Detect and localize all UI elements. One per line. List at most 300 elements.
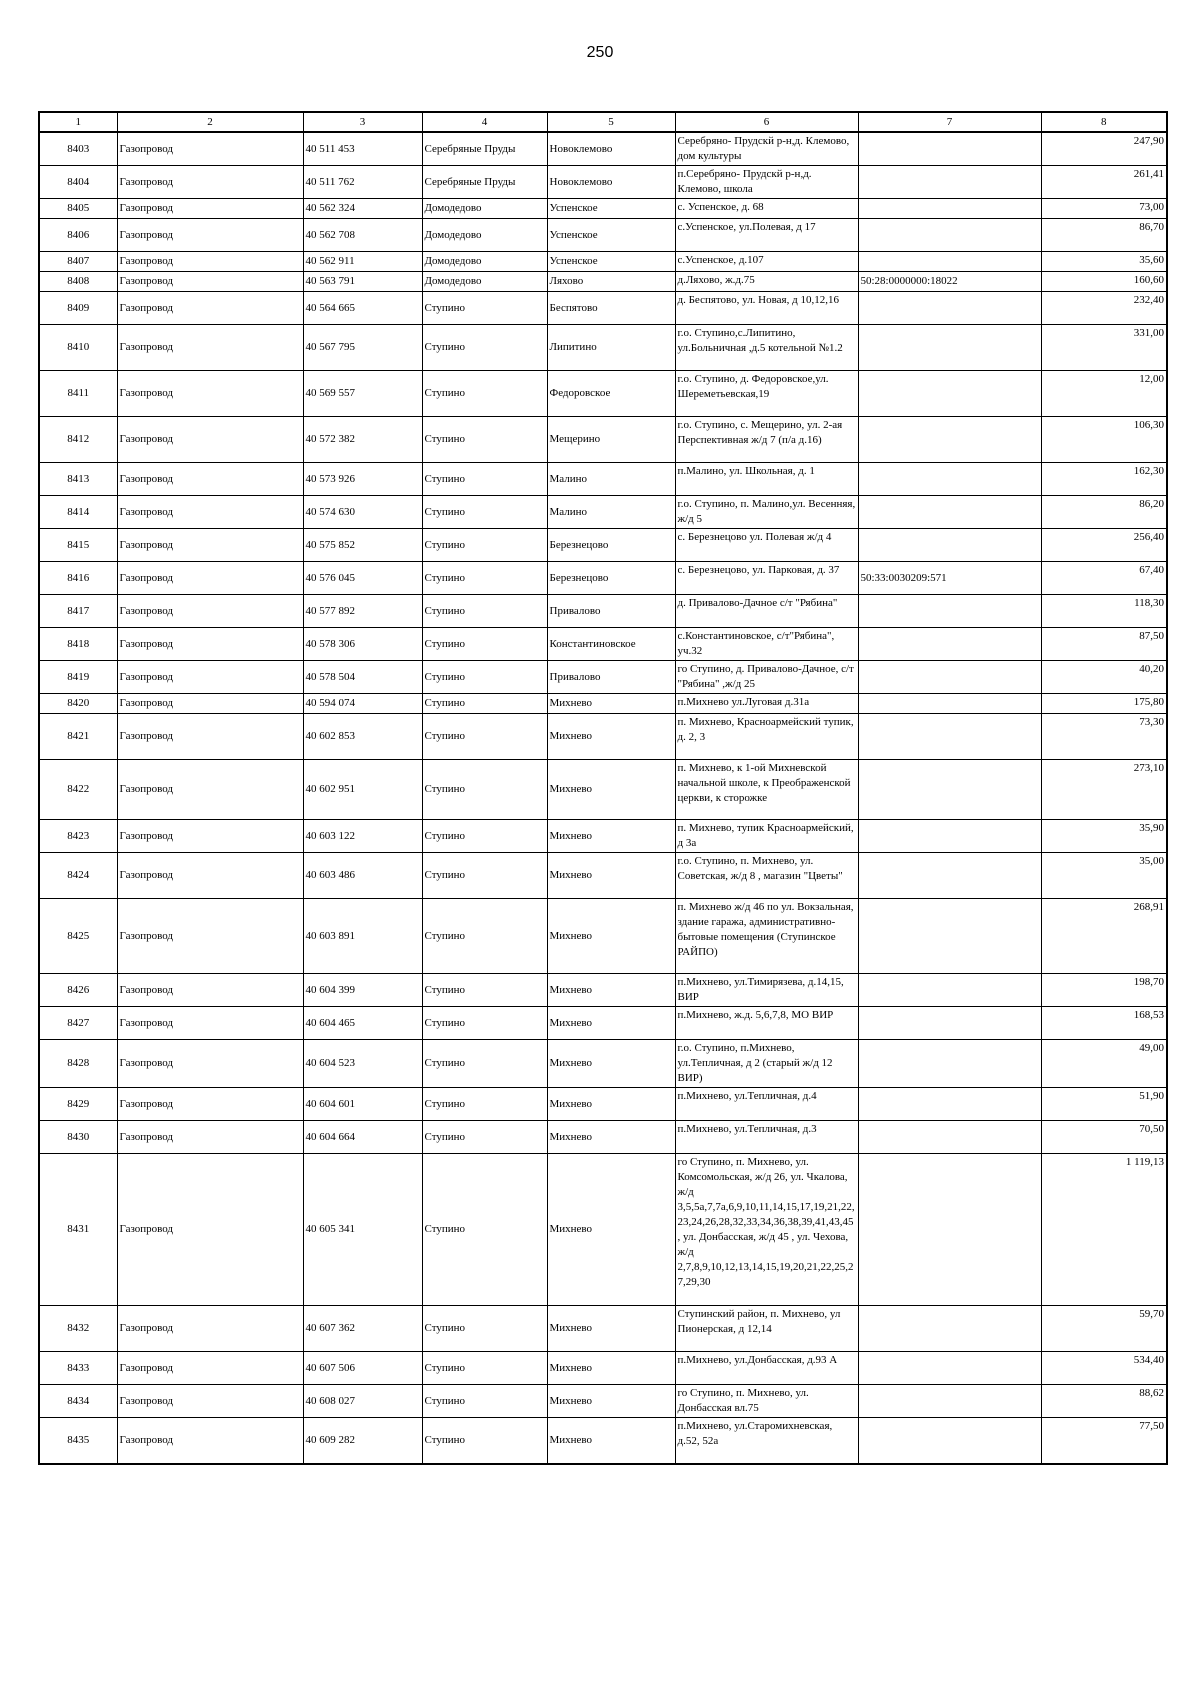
cell-address: с.Константиновское, с/т"Рябина", уч.32 [675, 628, 858, 661]
cell-district: Ступино [422, 1385, 547, 1418]
cell-object-name: Газопровод [117, 760, 303, 820]
table-row [39, 132, 1167, 166]
cell-settlement: Новоклемово [547, 166, 675, 199]
cell-row-number: 8434 [39, 1385, 117, 1418]
cell-object-name: Газопровод [117, 292, 303, 325]
cell-cadastral-number [858, 529, 1041, 562]
cell-cadastral-number [858, 714, 1041, 760]
table-row [39, 252, 1167, 272]
cell-object-name: Газопровод [117, 1088, 303, 1121]
cell-cadastral-number [858, 760, 1041, 820]
table-row [39, 529, 1167, 562]
cell-length-value: 51,90 [1041, 1088, 1167, 1121]
cell-cadastral-number [858, 661, 1041, 694]
column-header: 7 [858, 112, 1041, 132]
table-row [39, 1385, 1167, 1418]
cell-row-number: 8424 [39, 853, 117, 899]
cell-district: Ступино [422, 760, 547, 820]
cell-inventory-number: 40 608 027 [303, 1385, 422, 1418]
cell-inventory-number: 40 575 852 [303, 529, 422, 562]
table-row [39, 1306, 1167, 1352]
cell-object-name: Газопровод [117, 325, 303, 371]
cell-inventory-number: 40 604 601 [303, 1088, 422, 1121]
cell-cadastral-number [858, 1385, 1041, 1418]
cell-inventory-number: 40 578 504 [303, 661, 422, 694]
cell-length-value: 86,20 [1041, 496, 1167, 529]
cell-row-number: 8429 [39, 1088, 117, 1121]
cell-object-name: Газопровод [117, 628, 303, 661]
cell-length-value: 49,00 [1041, 1040, 1167, 1088]
cell-address: г.о. Ступино, д. Федоровское,ул. Шереметьевская,19 [675, 371, 858, 417]
cell-settlement: Малино [547, 496, 675, 529]
cell-address: г.о. Ступино, с. Мещерино, ул. 2-ая Перспективная ж/д 7 (п/а д.16) [675, 417, 858, 463]
cell-length-value: 73,00 [1041, 199, 1167, 219]
table-row [39, 820, 1167, 853]
cell-address: г.о. Ступино, п.Михнево, ул.Тепличная, д 2 (старый ж/д 12 ВИР) [675, 1040, 858, 1088]
cell-object-name: Газопровод [117, 166, 303, 199]
cell-object-name: Газопровод [117, 714, 303, 760]
cell-cadastral-number [858, 371, 1041, 417]
table-row [39, 1418, 1167, 1464]
cell-address: г.о. Ступино, п. Малино,ул. Весенняя, ж/д 5 [675, 496, 858, 529]
cell-district: Ступино [422, 853, 547, 899]
table-row [39, 1352, 1167, 1385]
cell-row-number: 8409 [39, 292, 117, 325]
cell-address: п. Михнево, тупик Красноармейский, д 3а [675, 820, 858, 853]
cell-district: Ступино [422, 661, 547, 694]
table-body [39, 132, 1167, 1464]
cell-district: Ступино [422, 899, 547, 974]
cell-object-name: Газопровод [117, 899, 303, 974]
cell-district: Серебряные Пруды [422, 132, 547, 166]
cell-row-number: 8426 [39, 974, 117, 1007]
cell-address: п.Михнево, ж.д. 5,6,7,8, МО ВИР [675, 1007, 858, 1040]
cell-row-number: 8407 [39, 252, 117, 272]
table-row [39, 463, 1167, 496]
cell-length-value: 70,50 [1041, 1121, 1167, 1154]
cell-row-number: 8425 [39, 899, 117, 974]
table-row [39, 371, 1167, 417]
cell-inventory-number: 40 609 282 [303, 1418, 422, 1464]
cell-address: д. Привалово-Дачное с/т "Рябина" [675, 595, 858, 628]
cell-district: Ступино [422, 1040, 547, 1088]
cell-row-number: 8408 [39, 272, 117, 292]
cell-row-number: 8427 [39, 1007, 117, 1040]
cell-address: п. Михнево, Красноармейский тупик, д. 2, 3 [675, 714, 858, 760]
cell-settlement: Новоклемово [547, 132, 675, 166]
cell-address: п. Михнево ж/д 46 по ул. Вокзальная, здание гаража, административно-бытовые помещения (Ступинское РАЙПО) [675, 899, 858, 974]
cell-settlement: Михнево [547, 1306, 675, 1352]
cell-object-name: Газопровод [117, 1154, 303, 1306]
table-row [39, 417, 1167, 463]
cell-row-number: 8420 [39, 694, 117, 714]
table-row [39, 199, 1167, 219]
cell-cadastral-number [858, 1088, 1041, 1121]
cell-district: Ступино [422, 496, 547, 529]
cell-cadastral-number [858, 1040, 1041, 1088]
cell-length-value: 106,30 [1041, 417, 1167, 463]
table-row [39, 899, 1167, 974]
column-header: 6 [675, 112, 858, 132]
cell-inventory-number: 40 594 074 [303, 694, 422, 714]
cell-length-value: 331,00 [1041, 325, 1167, 371]
cell-inventory-number: 40 564 665 [303, 292, 422, 325]
cell-length-value: 268,91 [1041, 899, 1167, 974]
cell-district: Ступино [422, 628, 547, 661]
cell-address: го Ступино, п. Михнево, ул. Донбасская вл.75 [675, 1385, 858, 1418]
cell-address: д.Ляхово, ж.д.75 [675, 272, 858, 292]
cell-length-value: 256,40 [1041, 529, 1167, 562]
cell-inventory-number: 40 604 399 [303, 974, 422, 1007]
cell-object-name: Газопровод [117, 820, 303, 853]
cell-inventory-number: 40 603 891 [303, 899, 422, 974]
cell-object-name: Газопровод [117, 1007, 303, 1040]
cell-settlement: Беспятово [547, 292, 675, 325]
cell-settlement: Успенское [547, 219, 675, 252]
cell-settlement: Константиновское [547, 628, 675, 661]
cell-district: Ступино [422, 463, 547, 496]
cell-object-name: Газопровод [117, 199, 303, 219]
cell-length-value: 118,30 [1041, 595, 1167, 628]
cell-settlement: Успенское [547, 199, 675, 219]
cell-object-name: Газопровод [117, 1040, 303, 1088]
cell-cadastral-number [858, 1007, 1041, 1040]
cell-cadastral-number [858, 820, 1041, 853]
cell-row-number: 8413 [39, 463, 117, 496]
cell-length-value: 77,50 [1041, 1418, 1167, 1464]
column-header: 5 [547, 112, 675, 132]
cell-inventory-number: 40 603 122 [303, 820, 422, 853]
cell-address: п.Михнево, ул.Тимирязева, д.14,15, ВИР [675, 974, 858, 1007]
cell-settlement: Михнево [547, 1352, 675, 1385]
cell-row-number: 8423 [39, 820, 117, 853]
cell-row-number: 8414 [39, 496, 117, 529]
table-row [39, 661, 1167, 694]
cell-length-value: 35,60 [1041, 252, 1167, 272]
cell-address: с. Успенское, д. 68 [675, 199, 858, 219]
table-row [39, 219, 1167, 252]
cell-cadastral-number [858, 1121, 1041, 1154]
cell-settlement: Липитино [547, 325, 675, 371]
table-row [39, 292, 1167, 325]
cell-address: п.Серебряно- Прудскй р-н,д. Клемово, школа [675, 166, 858, 199]
cell-object-name: Газопровод [117, 1385, 303, 1418]
cell-inventory-number: 40 602 853 [303, 714, 422, 760]
cell-inventory-number: 40 569 557 [303, 371, 422, 417]
cell-address: го Ступино, д. Привалово-Дачное, с/т "Рябина" ,ж/д 25 [675, 661, 858, 694]
cell-district: Ступино [422, 974, 547, 1007]
cell-object-name: Газопровод [117, 595, 303, 628]
cell-district: Ступино [422, 714, 547, 760]
cell-cadastral-number [858, 463, 1041, 496]
cell-inventory-number: 40 602 951 [303, 760, 422, 820]
cell-settlement: Михнево [547, 714, 675, 760]
cell-cadastral-number [858, 1306, 1041, 1352]
cell-length-value: 1 119,13 [1041, 1154, 1167, 1306]
cell-length-value: 88,62 [1041, 1385, 1167, 1418]
cell-cadastral-number: 50:33:0030209:571 [858, 562, 1041, 595]
column-header: 8 [1041, 112, 1167, 132]
table-row [39, 325, 1167, 371]
cell-settlement: Малино [547, 463, 675, 496]
cell-length-value: 87,50 [1041, 628, 1167, 661]
table-row [39, 1088, 1167, 1121]
cell-cadastral-number [858, 417, 1041, 463]
cell-row-number: 8435 [39, 1418, 117, 1464]
cell-inventory-number: 40 607 362 [303, 1306, 422, 1352]
cell-address: п.Малино, ул. Школьная, д. 1 [675, 463, 858, 496]
cell-object-name: Газопровод [117, 853, 303, 899]
cell-row-number: 8418 [39, 628, 117, 661]
cell-row-number: 8432 [39, 1306, 117, 1352]
cell-row-number: 8428 [39, 1040, 117, 1088]
cell-settlement: Ляхово [547, 272, 675, 292]
column-header: 2 [117, 112, 303, 132]
cell-object-name: Газопровод [117, 1418, 303, 1464]
table-row [39, 974, 1167, 1007]
cell-settlement: Привалово [547, 595, 675, 628]
cell-district: Ступино [422, 562, 547, 595]
cell-cadastral-number [858, 166, 1041, 199]
cell-length-value: 162,30 [1041, 463, 1167, 496]
cell-object-name: Газопровод [117, 496, 303, 529]
column-header: 1 [39, 112, 117, 132]
cell-district: Ступино [422, 1352, 547, 1385]
cell-row-number: 8417 [39, 595, 117, 628]
cell-settlement: Михнево [547, 1418, 675, 1464]
cell-settlement: Михнево [547, 1007, 675, 1040]
cell-row-number: 8406 [39, 219, 117, 252]
table-row [39, 166, 1167, 199]
cell-district: Ступино [422, 529, 547, 562]
cell-address: с.Успенское, ул.Полевая, д 17 [675, 219, 858, 252]
cell-length-value: 261,41 [1041, 166, 1167, 199]
cell-row-number: 8431 [39, 1154, 117, 1306]
table-row [39, 1007, 1167, 1040]
table-header-row [39, 112, 1167, 132]
table-row [39, 1154, 1167, 1306]
column-header: 3 [303, 112, 422, 132]
cell-row-number: 8422 [39, 760, 117, 820]
cell-length-value: 232,40 [1041, 292, 1167, 325]
cell-address: п. Михнево, к 1-ой Михневской начальной школе, к Преображенской церкви, к сторожке [675, 760, 858, 820]
table-row [39, 853, 1167, 899]
registry-table [38, 111, 1168, 1465]
cell-inventory-number: 40 604 523 [303, 1040, 422, 1088]
cell-inventory-number: 40 573 926 [303, 463, 422, 496]
cell-object-name: Газопровод [117, 661, 303, 694]
cell-settlement: Михнево [547, 1385, 675, 1418]
cell-district: Серебряные Пруды [422, 166, 547, 199]
cell-settlement: Михнево [547, 760, 675, 820]
cell-settlement: Михнево [547, 1121, 675, 1154]
cell-settlement: Михнево [547, 974, 675, 1007]
cell-inventory-number: 40 562 708 [303, 219, 422, 252]
cell-length-value: 67,40 [1041, 562, 1167, 595]
page-number: 250 [586, 44, 614, 61]
cell-cadastral-number [858, 252, 1041, 272]
cell-district: Ступино [422, 595, 547, 628]
table-row [39, 1040, 1167, 1088]
cell-address: п.Михнево, ул.Донбасская, д.93 А [675, 1352, 858, 1385]
cell-cadastral-number [858, 1154, 1041, 1306]
cell-object-name: Газопровод [117, 463, 303, 496]
cell-address: д. Беспятово, ул. Новая, д 10,12,16 [675, 292, 858, 325]
cell-address: п.Михнево, ул.Тепличная, д.4 [675, 1088, 858, 1121]
cell-address: г.о. Ступино,с.Липитино, ул.Больничная ,д.5 котельной №1.2 [675, 325, 858, 371]
table-row [39, 694, 1167, 714]
cell-address: г.о. Ступино, п. Михнево, ул. Советская, ж/д 8 , магазин "Цветы" [675, 853, 858, 899]
cell-object-name: Газопровод [117, 1121, 303, 1154]
cell-length-value: 247,90 [1041, 132, 1167, 166]
table-row [39, 1121, 1167, 1154]
cell-object-name: Газопровод [117, 371, 303, 417]
cell-cadastral-number [858, 325, 1041, 371]
cell-object-name: Газопровод [117, 417, 303, 463]
cell-inventory-number: 40 511 762 [303, 166, 422, 199]
cell-district: Ступино [422, 1088, 547, 1121]
cell-address: с. Березнецово, ул. Парковая, д. 37 [675, 562, 858, 595]
cell-settlement: Михнево [547, 1040, 675, 1088]
cell-settlement: Михнево [547, 1088, 675, 1121]
cell-row-number: 8404 [39, 166, 117, 199]
cell-cadastral-number [858, 219, 1041, 252]
cell-settlement: Успенское [547, 252, 675, 272]
cell-object-name: Газопровод [117, 694, 303, 714]
cell-settlement: Михнево [547, 694, 675, 714]
table-row [39, 628, 1167, 661]
cell-inventory-number: 40 572 382 [303, 417, 422, 463]
cell-inventory-number: 40 604 664 [303, 1121, 422, 1154]
cell-district: Ступино [422, 1007, 547, 1040]
cell-length-value: 73,30 [1041, 714, 1167, 760]
cell-inventory-number: 40 605 341 [303, 1154, 422, 1306]
cell-inventory-number: 40 578 306 [303, 628, 422, 661]
cell-length-value: 40,20 [1041, 661, 1167, 694]
cell-settlement: Березнецово [547, 529, 675, 562]
table-row [39, 714, 1167, 760]
cell-cadastral-number [858, 132, 1041, 166]
cell-length-value: 534,40 [1041, 1352, 1167, 1385]
cell-row-number: 8416 [39, 562, 117, 595]
cell-district: Ступино [422, 820, 547, 853]
cell-settlement: Привалово [547, 661, 675, 694]
cell-length-value: 160,60 [1041, 272, 1167, 292]
cell-length-value: 198,70 [1041, 974, 1167, 1007]
cell-object-name: Газопровод [117, 272, 303, 292]
cell-settlement: Мещерино [547, 417, 675, 463]
cell-cadastral-number [858, 199, 1041, 219]
cell-cadastral-number [858, 899, 1041, 974]
cell-address: Серебряно- Прудскй р-н,д. Клемово, дом культуры [675, 132, 858, 166]
cell-settlement: Михнево [547, 1154, 675, 1306]
cell-address: Ступинский район, п. Михнево, ул Пионерская, д 12,14 [675, 1306, 858, 1352]
cell-district: Домодедово [422, 219, 547, 252]
cell-cadastral-number [858, 496, 1041, 529]
cell-row-number: 8411 [39, 371, 117, 417]
cell-inventory-number: 40 562 324 [303, 199, 422, 219]
cell-district: Ступино [422, 1306, 547, 1352]
cell-district: Ступино [422, 1154, 547, 1306]
column-header: 4 [422, 112, 547, 132]
cell-inventory-number: 40 607 506 [303, 1352, 422, 1385]
table-row [39, 272, 1167, 292]
cell-cadastral-number [858, 628, 1041, 661]
cell-object-name: Газопровод [117, 529, 303, 562]
cell-row-number: 8403 [39, 132, 117, 166]
cell-cadastral-number [858, 853, 1041, 899]
cell-length-value: 175,80 [1041, 694, 1167, 714]
cell-row-number: 8410 [39, 325, 117, 371]
cell-length-value: 12,00 [1041, 371, 1167, 417]
cell-cadastral-number: 50:28:0000000:18022 [858, 272, 1041, 292]
cell-cadastral-number [858, 974, 1041, 1007]
cell-inventory-number: 40 511 453 [303, 132, 422, 166]
cell-settlement: Федоровское [547, 371, 675, 417]
cell-object-name: Газопровод [117, 252, 303, 272]
cell-district: Ступино [422, 1121, 547, 1154]
cell-inventory-number: 40 562 911 [303, 252, 422, 272]
cell-inventory-number: 40 603 486 [303, 853, 422, 899]
table-row [39, 760, 1167, 820]
cell-row-number: 8405 [39, 199, 117, 219]
table-row [39, 562, 1167, 595]
cell-object-name: Газопровод [117, 974, 303, 1007]
cell-cadastral-number [858, 694, 1041, 714]
cell-district: Ступино [422, 1418, 547, 1464]
cell-district: Домодедово [422, 199, 547, 219]
cell-object-name: Газопровод [117, 132, 303, 166]
cell-inventory-number: 40 604 465 [303, 1007, 422, 1040]
cell-address: го Ступино, п. Михнево, ул. Комсомольская, ж/д 26, ул. Чкалова, ж/д 3,5,5а,7,7а,6,9,10,11,14,15,17,19,21,22,23,24,26,28,32,33,34,36,38,39,41,43,45, ул. Донбасская, ж/д 45 , ул. Чехова, ж/д 2,7,8,9,10,12,13,14,15,19,20,21,22,25,27,29,30 [675, 1154, 858, 1306]
cell-district: Ступино [422, 417, 547, 463]
cell-row-number: 8433 [39, 1352, 117, 1385]
cell-inventory-number: 40 563 791 [303, 272, 422, 292]
cell-object-name: Газопровод [117, 562, 303, 595]
cell-cadastral-number [858, 1352, 1041, 1385]
cell-length-value: 59,70 [1041, 1306, 1167, 1352]
cell-length-value: 86,70 [1041, 219, 1167, 252]
cell-settlement: Михнево [547, 853, 675, 899]
cell-address: п.Михнево ул.Луговая д.31а [675, 694, 858, 714]
cell-district: Домодедово [422, 272, 547, 292]
cell-inventory-number: 40 567 795 [303, 325, 422, 371]
cell-inventory-number: 40 576 045 [303, 562, 422, 595]
cell-inventory-number: 40 577 892 [303, 595, 422, 628]
cell-cadastral-number [858, 1418, 1041, 1464]
cell-object-name: Газопровод [117, 1352, 303, 1385]
cell-cadastral-number [858, 595, 1041, 628]
cell-length-value: 273,10 [1041, 760, 1167, 820]
cell-row-number: 8412 [39, 417, 117, 463]
cell-length-value: 168,53 [1041, 1007, 1167, 1040]
cell-settlement: Михнево [547, 899, 675, 974]
cell-length-value: 35,00 [1041, 853, 1167, 899]
cell-cadastral-number [858, 292, 1041, 325]
table-row [39, 595, 1167, 628]
cell-object-name: Газопровод [117, 219, 303, 252]
cell-row-number: 8421 [39, 714, 117, 760]
cell-district: Ступино [422, 371, 547, 417]
cell-row-number: 8419 [39, 661, 117, 694]
cell-length-value: 35,90 [1041, 820, 1167, 853]
cell-district: Ступино [422, 325, 547, 371]
cell-district: Ступино [422, 292, 547, 325]
cell-settlement: Михнево [547, 820, 675, 853]
cell-settlement: Березнецово [547, 562, 675, 595]
cell-address: с. Березнецово ул. Полевая ж/д 4 [675, 529, 858, 562]
cell-address: с.Успенское, д.107 [675, 252, 858, 272]
